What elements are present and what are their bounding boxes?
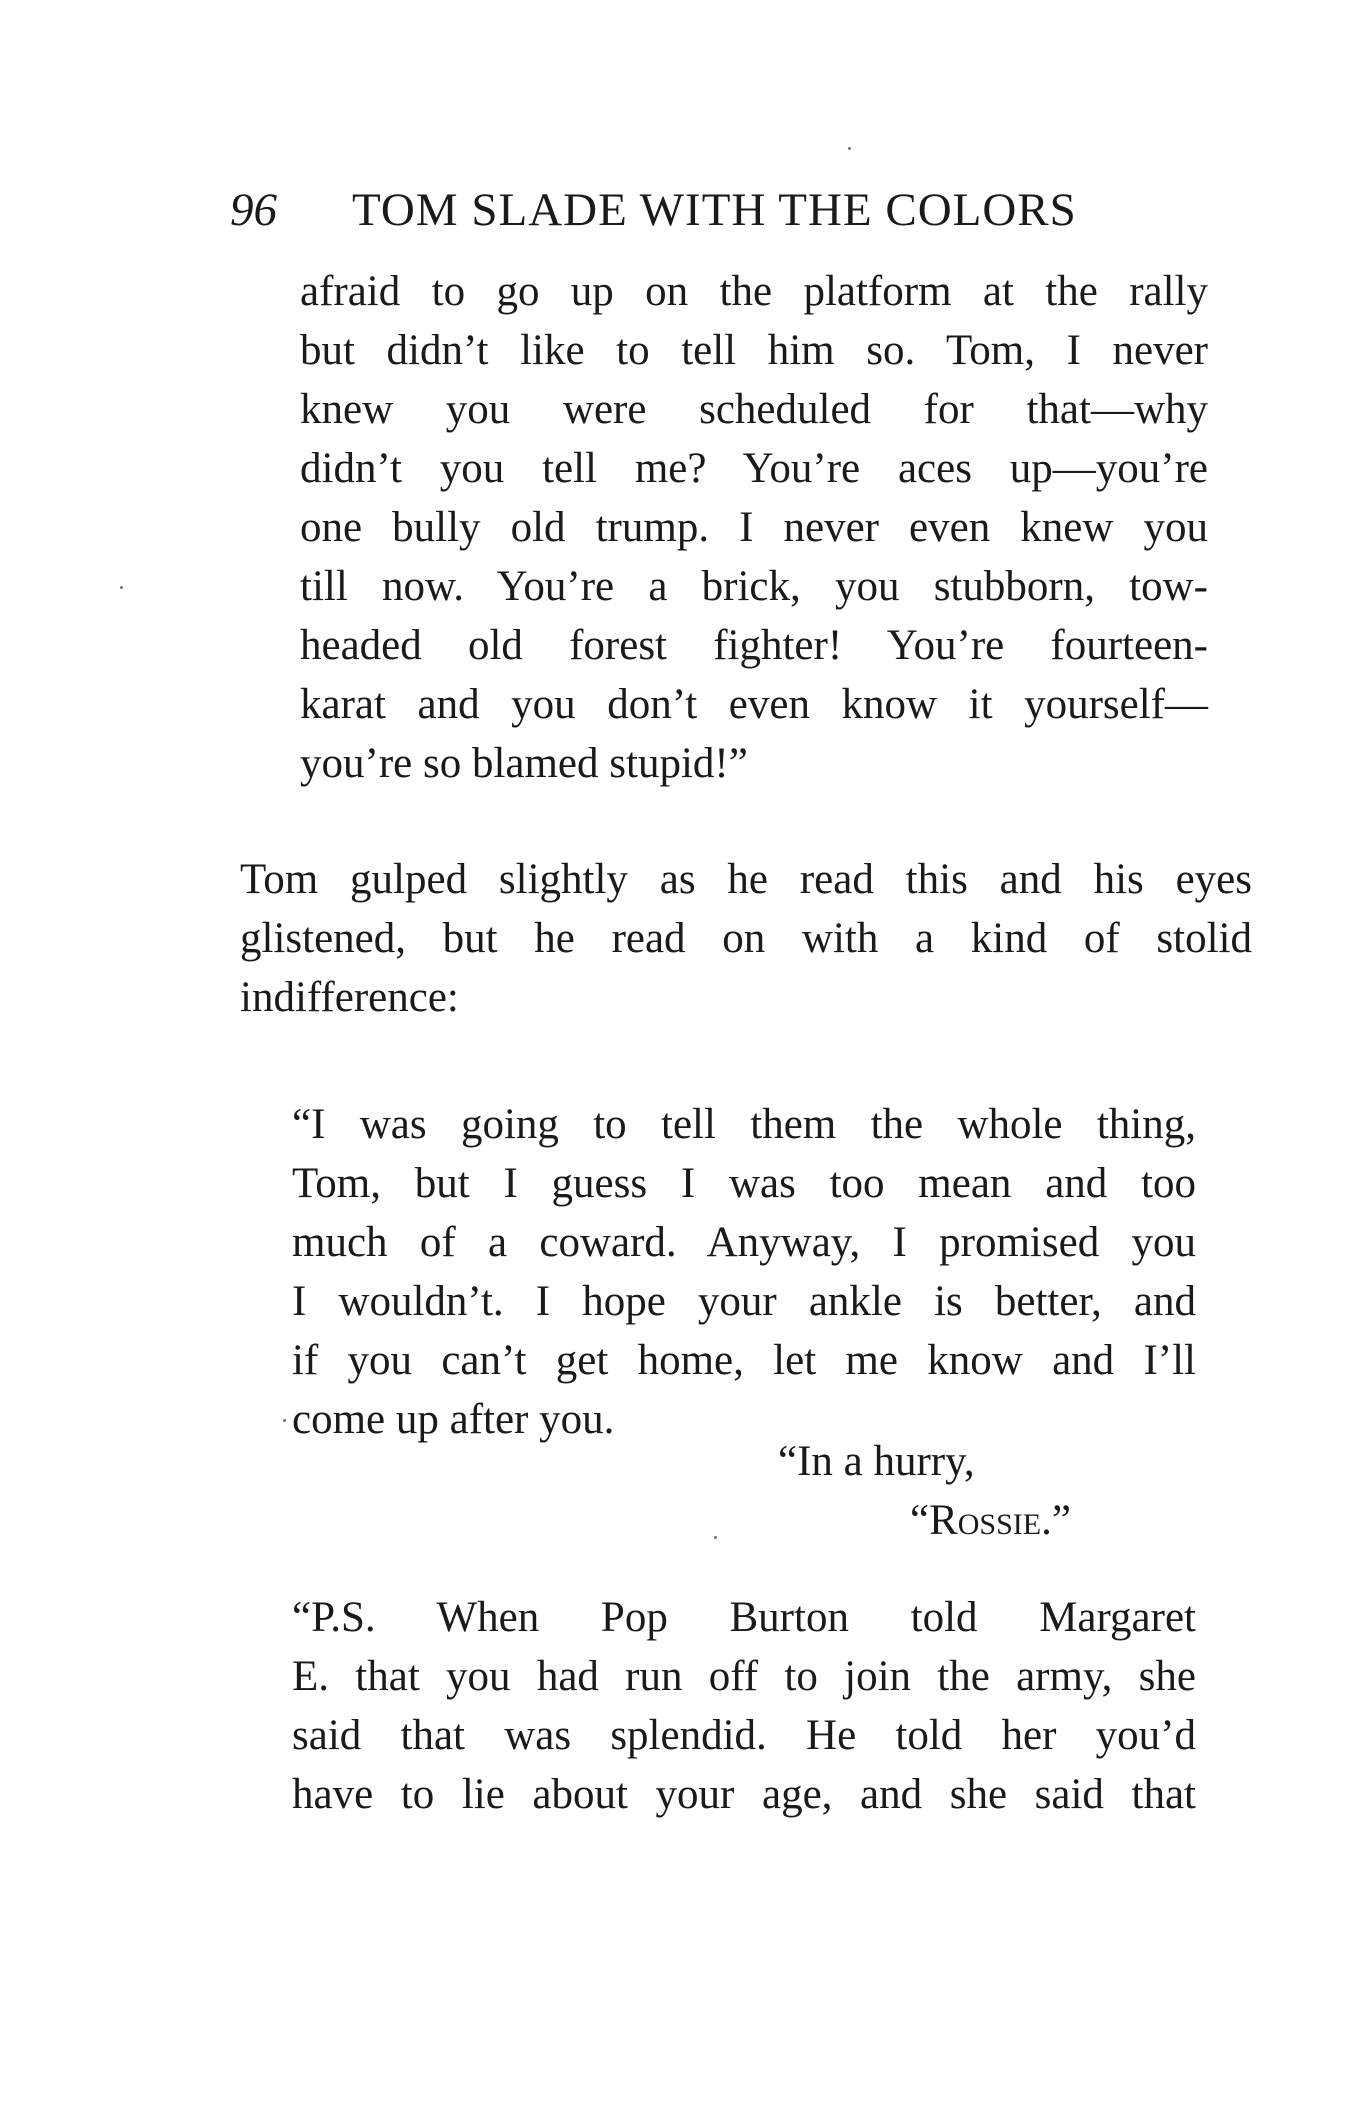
- postscript-paragraph: [292, 1588, 1196, 1824]
- page-header: [230, 180, 1190, 240]
- page-number: 96: [230, 184, 277, 236]
- print-speck: [848, 147, 851, 150]
- text-line: “I was going to tell them the whole thing,: [292, 1101, 1196, 1148]
- text-line: but didn’t like to tell him so. Tom, I never: [300, 327, 1208, 374]
- text-line: you’re so blamed stupid!”: [300, 740, 748, 787]
- text-line: Tom gulped slightly as he read this and his eyes: [240, 856, 1252, 903]
- letter-closing: [778, 1432, 1178, 1491]
- text-line: afraid to go up on the platform at the rally: [300, 268, 1208, 315]
- signature-line: “Rossie.”: [910, 1497, 1071, 1544]
- print-speck: [283, 1419, 286, 1422]
- text-line: didn’t you tell me? You’re aces up—you’re: [300, 445, 1208, 492]
- text-line: karat and you don’t even know it yourself—: [300, 681, 1208, 728]
- text-line: E. that you had run off to join the army, she: [292, 1653, 1196, 1700]
- letter-paragraph: [292, 1095, 1196, 1449]
- text-line: come up after you.: [292, 1396, 615, 1443]
- text-line: till now. You’re a brick, you stubborn, tow-: [300, 563, 1208, 610]
- text-line: indifference:: [240, 974, 459, 1021]
- text-line: I wouldn’t. I hope your ankle is better, and: [292, 1278, 1196, 1325]
- letter-signature: [910, 1491, 1310, 1550]
- print-speck: [714, 1536, 717, 1539]
- text-line: glistened, but he read on with a kind of stolid: [240, 915, 1252, 962]
- text-line: “P.S. When Pop Burton told Margaret: [292, 1594, 1196, 1641]
- letter-continued-paragraph: [300, 262, 1208, 793]
- text-line: Tom, but I guess I was too mean and too: [292, 1160, 1196, 1207]
- text-line: said that was splendid. He told her you’d: [292, 1712, 1196, 1759]
- closing-line: “In a hurry,: [778, 1438, 975, 1485]
- print-speck: [120, 586, 123, 589]
- running-title: TOM SLADE WITH THE COLORS: [352, 184, 1077, 236]
- text-line: if you can’t get home, let me know and I’ll: [292, 1337, 1196, 1384]
- text-line: much of a coward. Anyway, I promised you: [292, 1219, 1196, 1266]
- narration-paragraph: [240, 850, 1252, 1027]
- text-line: have to lie about your age, and she said that: [292, 1771, 1196, 1818]
- text-line: headed old forest fighter! You’re fourteen-: [300, 622, 1208, 669]
- text-line: knew you were scheduled for that—why: [300, 386, 1208, 433]
- text-line: one bully old trump. I never even knew you: [300, 504, 1208, 551]
